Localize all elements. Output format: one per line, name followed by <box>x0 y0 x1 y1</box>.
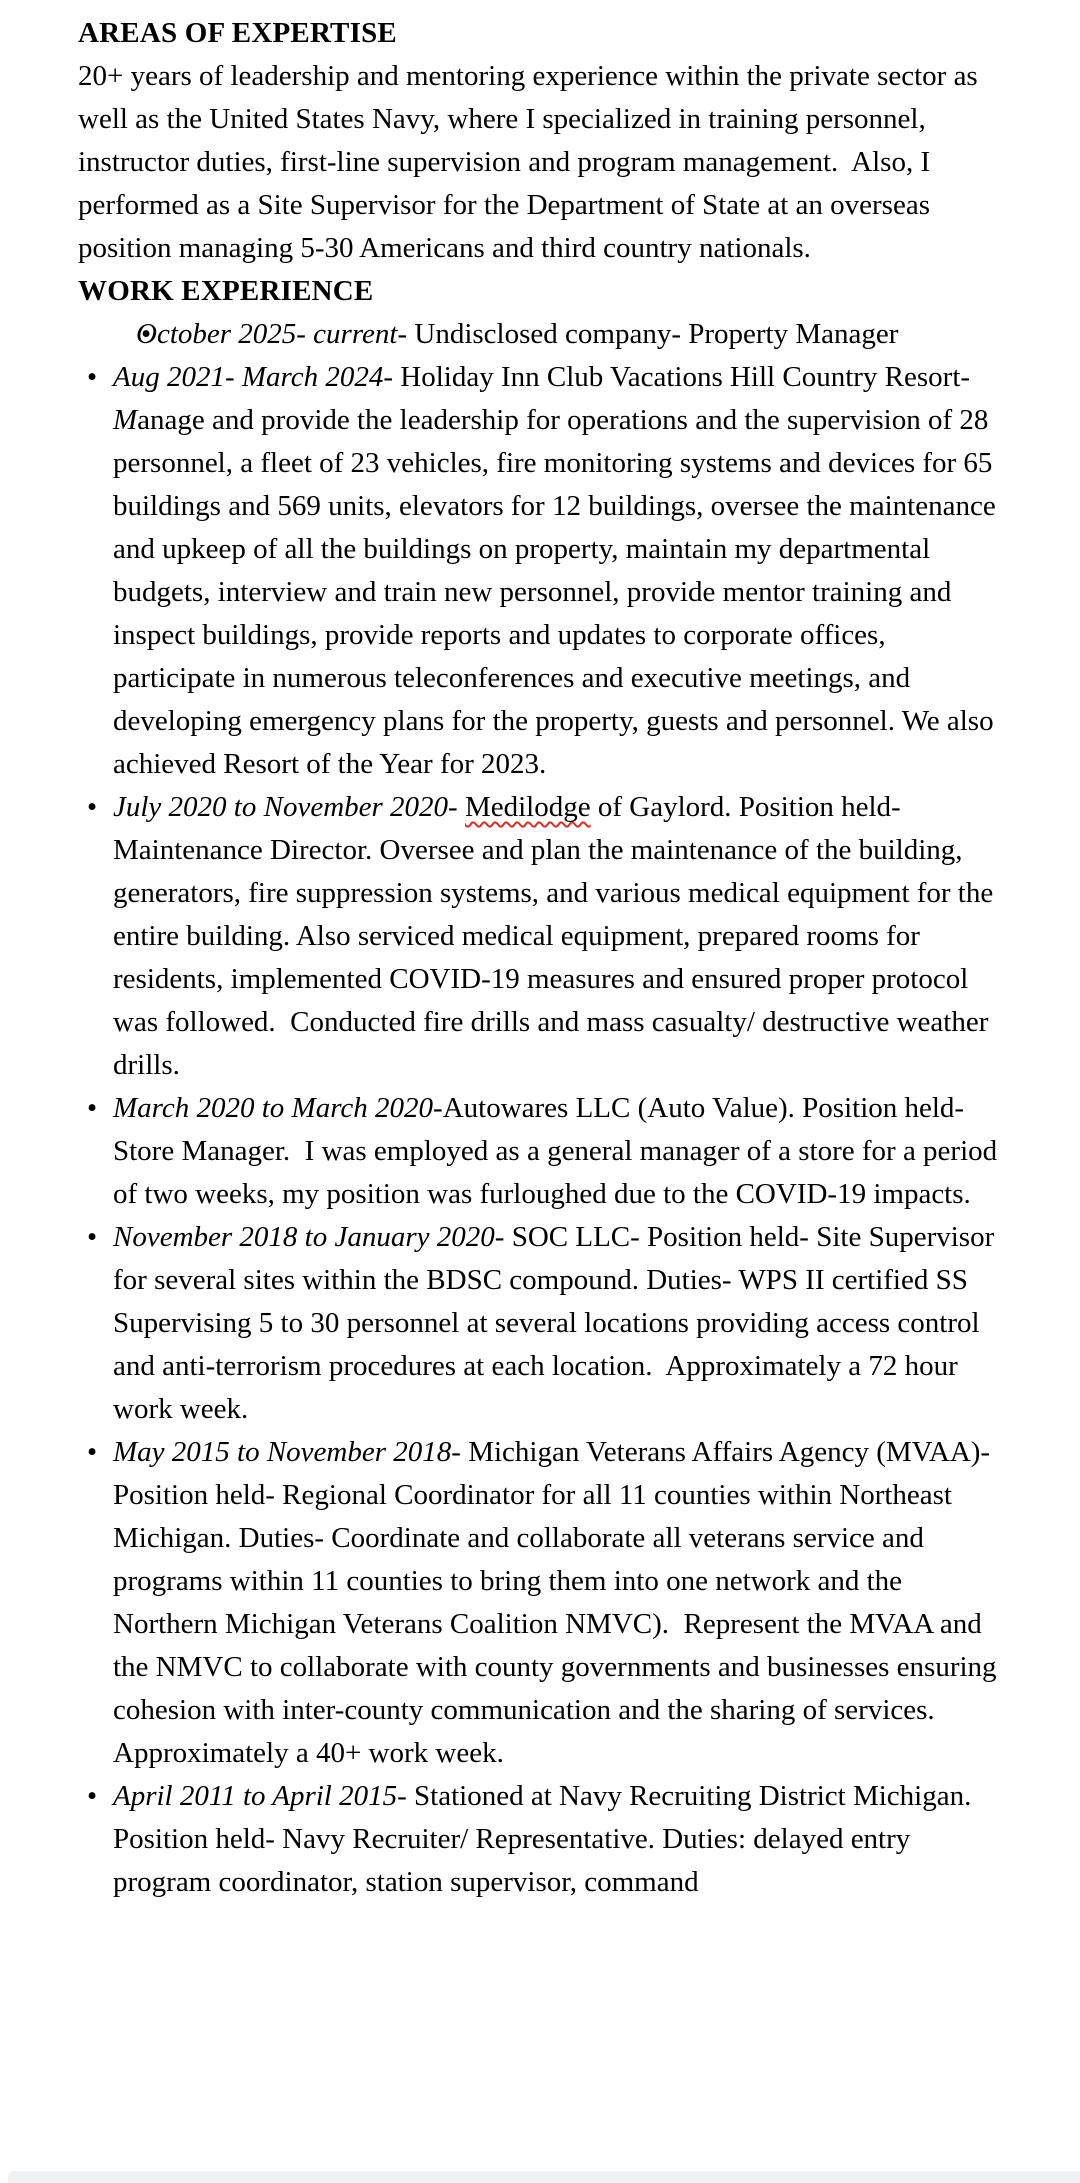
work-experience-item <box>78 786 1008 1087</box>
page-bottom-strip <box>8 2171 1080 2183</box>
work-experience-item <box>78 313 1008 356</box>
text-segment <box>458 791 465 823</box>
text-segment: anage and provide the leadership for operations and the supervision of 28 personnel, a fleet of 23 vehicles, fire monitoring systems and devices for 65 buildings and 569 units, elevators for 12 buildings, oversee the maintenance and upkeep of all the buildings on property, maintain my departmental budgets, interview and train new personnel, provide mentor training and inspect buildings, provide reports and updates to corporate offices, participate in numerous teleconferences and executive meetings, and developing emergency plans for the property, guests and personnel. We also achieved Resort of the Year for 2023. <box>113 404 1003 780</box>
text-segment: Aug 2021- March 2024- <box>113 361 394 393</box>
text-segment: May 2015 to November 2018- <box>113 1436 461 1468</box>
text-segment: - Undisclosed company- Property Manager <box>397 318 899 350</box>
work-experience-list <box>78 313 1008 1904</box>
work-experience-item <box>78 1775 1008 1904</box>
work-experience-item <box>78 1216 1008 1431</box>
text-segment: M <box>113 404 138 436</box>
areas-of-expertise-heading: AREAS OF EXPERTISE <box>78 17 397 49</box>
text-segment: Autowares LLC (Auto Value). Position held- Store Manager. I was employed as a general manager of a store for a period of two weeks, my position was furloughed due to the COVID-19 impacts. <box>113 1092 1005 1210</box>
work-experience-heading: WORK EXPERIENCE <box>78 275 374 307</box>
areas-of-expertise-paragraph: 20+ years of leadership and mentoring experience within the private sector as well as the United States Navy, where I specialized in training personnel, instructor duties, first-line supervision and program management. Also, I performed as a Site Supervisor for the Department of State at an overseas position managing 5-30 Americans and third country nationals. <box>78 60 985 264</box>
text-segment: SOC LLC- Position held- Site Supervisor for several sites within the BDSC compound. Duties- WPS II certified SS Supervising 5 to 30 personnel at several locations providing access control and anti-terrorism procedures at each location. Approximately a 72 hour work week. <box>113 1221 1002 1425</box>
text-segment: October 2025- current <box>136 318 398 350</box>
text-segment: November 2018 to January 2020- <box>113 1221 505 1253</box>
work-experience-item <box>78 1431 1008 1775</box>
text-segment: March 2020 to March 2020- <box>113 1092 443 1124</box>
text-segment: Michigan Veterans Affairs Agency (MVAA)- Position held- Regional Coordinator for all 11 counties within Northeast Michigan. Duties- Coordinate and collaborate all veterans service and programs within 11 counties to bring them into one network and the Northern Michigan Veterans Coalition NMVC). Represent the MVAA and the NMVC to collaborate with county governments and businesses ensuring cohesion with inter-county communication and the sharing of services. Approximately a 40+ work week. <box>113 1436 1004 1769</box>
work-experience-item <box>78 356 1008 786</box>
text-segment: July 2020 to November 2020- <box>113 791 458 823</box>
text-segment: of Gaylord. Position held- Maintenance Director. Oversee and plan the maintenance of the building, generators, fire suppression systems, and various medical equipment for the entire building. Also serviced medical equipment, prepared rooms for residents, implemented COVID-19 measures and ensured proper protocol was followed. Conducted fire drills and mass casualty/ destructive weather drills. <box>113 791 1001 1081</box>
work-experience-item <box>78 1087 1008 1216</box>
text-segment: Holiday Inn Club Vacations Hill Country Resort- <box>393 361 978 393</box>
misspelled-word[interactable]: Medilodge <box>464 791 591 823</box>
text-segment: Stationed at Navy Recruiting District Michigan. Position held- Navy Recruiter/ Representative. Duties: delayed entry program coordinator, station supervisor, command <box>113 1780 979 1898</box>
text-segment: April 2011 to April 2015- <box>113 1780 407 1812</box>
